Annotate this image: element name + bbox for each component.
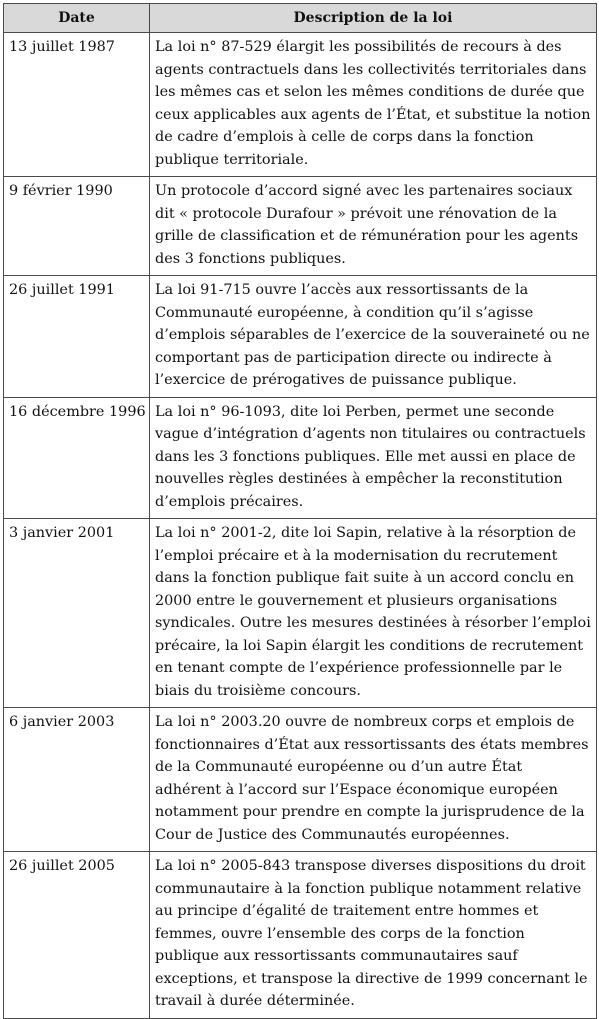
row-description: La loi n° 96-1093, dite loi Perben, permet une seconde vague d’intégration d’agents non titulaires ou contractuels dans les 3 fonctions publiques. Elle met aussi en place de nouvelles règles destinées à empêcher la reconstitution d’emplois précaires. <box>150 397 597 519</box>
row-description: La loi n° 2005-843 transpose diverses dispositions du droit communautaire à la fonction publique notamment relative au principe d’égalité de traitement entre hommes et femmes, ouvre l’ensemble des corps de la fonction publique aux ressortissants communautaires sauf exceptions, et transpose la directive de 1999 concernant le travail à durée déterminée. <box>150 852 597 1019</box>
row-date: 6 janvier 2003 <box>4 708 150 852</box>
row-date: 26 juillet 1991 <box>4 276 150 398</box>
row-date: 3 janvier 2001 <box>4 519 150 708</box>
row-description: La loi n° 2003.20 ouvre de nombreux corps et emplois de fonctionnaires d’État aux ressortissants des états membres de la Communauté européenne ou d’un autre État adhérent à l’accord sur l’Espace économique européen notamment pour prendre en compte la jurisprudence de la Cour de Justice des Communautés européennes. <box>150 708 597 852</box>
row-date: 13 juillet 1987 <box>4 33 150 177</box>
law-table-container <box>3 3 597 1019</box>
table-row <box>4 852 597 1019</box>
table-row <box>4 519 597 708</box>
table-row <box>4 397 597 519</box>
table-row <box>4 708 597 852</box>
row-description: La loi n° 2001-2, dite loi Sapin, relative à la résorption de l’emploi précaire et à la modernisation du recrutement dans la fonction publique fait suite à un accord conclu en 2000 entre le gouvernement et plusieurs organisations syndicales. Outre les mesures destinées à résorber l’emploi précaire, la loi Sapin élargit les conditions de recrutement en tenant compte de l’expérience professionnelle par le biais du troisième concours. <box>150 519 597 708</box>
table-row <box>4 33 597 177</box>
row-date: 9 février 1990 <box>4 177 150 276</box>
table-header-row <box>4 4 597 33</box>
row-description: Un protocole d’accord signé avec les partenaires sociaux dit « protocole Durafour » prévoit une rénovation de la grille de classification et de rémunération pour les agents des 3 fonctions publiques. <box>150 177 597 276</box>
row-description: La loi 91-715 ouvre l’accès aux ressortissants de la Communauté européenne, à condition qu’il s’agisse d’emplois séparables de l’exercice de la souveraineté ou ne comportant pas de participation directe ou indirecte à l’exercice de prérogatives de puissance publique. <box>150 276 597 398</box>
row-description: La loi n° 87-529 élargit les possibilités de recours à des agents contractuels dans les collectivités territoriales dans les mêmes cas et selon les mêmes conditions de durée que ceux applicables aux agents de l’État, et substitue la notion de cadre d’emplois à celle de corps dans la fonction publique territoriale. <box>150 33 597 177</box>
row-date: 26 juillet 2005 <box>4 852 150 1019</box>
header-date: Date <box>4 4 150 33</box>
table-row <box>4 177 597 276</box>
header-description: Description de la loi <box>150 4 597 33</box>
law-history-table <box>3 3 597 1019</box>
table-row <box>4 276 597 398</box>
row-date: 16 décembre 1996 <box>4 397 150 519</box>
